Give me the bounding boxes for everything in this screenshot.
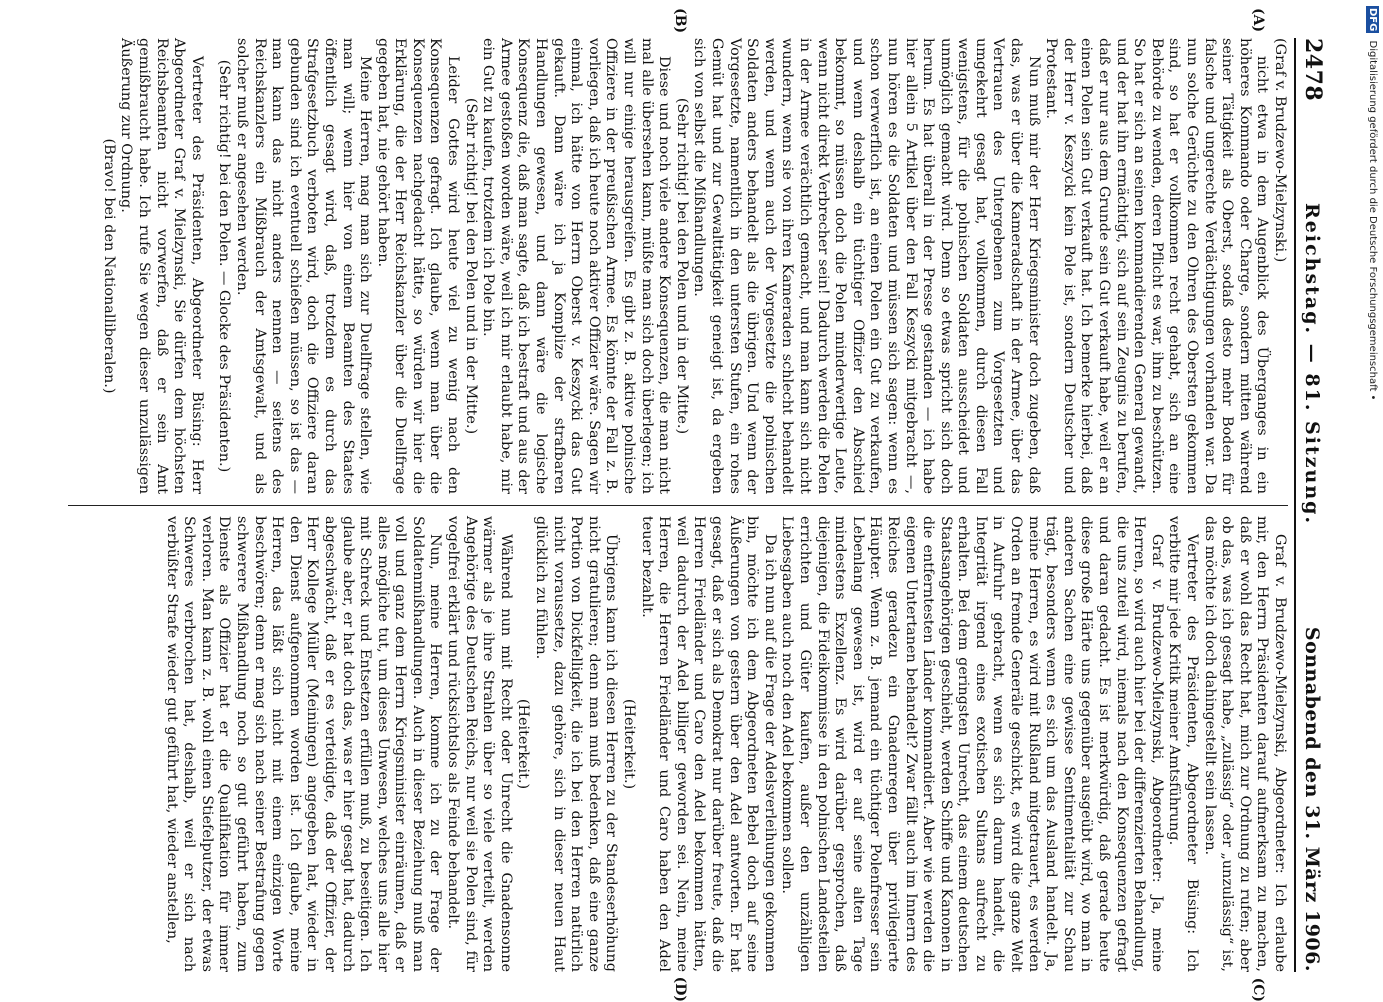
paragraph: Graf v. Brudzewo-Mielzynski, Abgeordneter: Ja, meine Herren, so wird auch hier bei der differenzierten Behandlung, die uns zuteil wird, niemals nach den Konsequenzen gefragt und daran gedacht. Es ist merkwürdig, daß gerade heute diese große Härte uns gegenüber ausgeübt wird, wo man in anderen Sachen eine gewisse Sentimentalität zur Schau trägt, besonders wenn es sich um das Ausland handelt. Ja, meine Herren, es wird mit Rußland mitgetrauert, es werden Orden an fremde Generäle geschickt, es wird die ganze Welt in Aufruhr gebracht, wenn es sich darum handelt, die Integrität irgend eines exotischen Sultans aufrecht zu erhalten. Bei dem geringsten Unrecht, das einem deutschen Staatsangehörigen geschieht, werden Schiffe und Kanonen in die entferntesten Länder kommandiert. Aber wie werden die eigenen Untertanen behandelt? Zwar fällt auch im Innern des Reiches geradezu ein Gnadenregen über privilegierte Häupter. Wenn z. B. jemand ein tüchtiger Polenfresser sein Lebenlang gewesen ist, wird er auf seine alten Tage mindestens Exzellenz. Es wird darüber gesprochen, daß diejenigen, die Fideikommisse in den polnischen Landesteilen errichten und Güter kaufen, außer den unzähligen Liebesgaben auch noch den Adel bekommen sollen.: [779, 516, 1165, 972]
text-columns: [68, 8, 1288, 1002]
margin-mark-d: (D): [672, 976, 688, 1002]
margin-mark-c: (C): [1250, 977, 1266, 1002]
session-title: Reichstag. — 81. Sitzung.: [1301, 202, 1323, 526]
credit-text: Digitalisierung gefördert durch die Deutsche Forschungsgemeinschaft •: [1367, 40, 1378, 401]
session-date: Sonnabend den 31. März 1906.: [1301, 626, 1323, 972]
paragraph: Graf v. Brudzewo-Mielzynski, Abgeordneter: Ich erlaube mir, den Herrn Präsidenten darauf aufmerksam zu machen, daß er wohl das Recht hat, mich zur Ordnung zu rufen; aber ob das, was ich gesagt habe, „zulässig“ oder „unzulässig“ ist, das möchte ich doch dahingestellt sein lassen.: [1201, 516, 1288, 972]
paragraph: Da ich nun auf die Frage der Adelsverleihungen gekommen bin, möchte ich dem Abgeordneten Bebel doch auf seine Äußerungen von gestern über den Adel antworten. Er hat gesagt, daß er sich als Demokrat nur darüber freute, daß die Herren Friedländer und Caro den Adel bekommen hätten, weil dadurch der Adel billiger geworden sei. Nein, meine Herren, die Herren Friedländer und Caro haben den Adel teuer bezahlt.: [638, 516, 778, 972]
paragraph: Diese und noch viele andere Konsequenzen, die man nicht mal alle übersehen kann, müßte man sich doch überlegen; ich will nur einige herausgreifen. Es gibt z. B. aktive polnische Offiziere in der preußischen Armee. Es könnte der Fall z. B. vorliegen, daß ich heute noch aktiver Offizier wäre. Sagen wir einmal, ich hätte von Herrn Oberst v. Keszycki das Gut gekauft. Dann wäre ich ja Komplize der strafbaren Handlungen gewesen, und dann wäre die logische Konsequenz die, daß man sagte, daß ich bestraft und aus der Armee gestoßen worden wäre, weil ich mir erlaubt habe, mir ein Gut zu kaufen, trotzdem ich Pole bin.: [480, 38, 673, 494]
page-header: [1294, 38, 1326, 972]
speaker-line: (Graf v. Brudzewo-Mielzynski.): [1272, 38, 1288, 263]
paragraph: Meine Herren, mag man sich zur Duellfrage stellen, wie man will; wenn hier von einem Beamten des Staates öffentlich gesagt wird, daß, trotzdem es durch das Strafgesetzbuch verboten wird, doch die Offiziere daran gebunden sind ich eventuell schießen müssen, so ist das — man kann das nicht anders nennen — seitens des Reichskanzlers ein Mißbrauch der Amtsgewalt, und als solcher muß er angesehen werden.: [233, 38, 374, 494]
dfg-logo: DFG: [1367, 8, 1378, 32]
interjection: (Heiterkeit.): [515, 698, 532, 790]
paragraph: Nun muß mir der Herr Kriegsminister doch zugeben, daß das, was er über die Kameradschaft in der Armee, über das Vertrauen des Untergebenen zum Vorgesetzten und umgekehrt gesagt hat, vollkommen, durch diesen Fall wenigstens, für die polnischen Soldaten ausscheidet und unmöglich gemacht wird. Denn so etwas spricht sich doch herum. Es hat überall in der Presse gestanden — ich habe hier allein 5 Artikel über den Fall Keszycki mitgebracht —, nun hören es die Soldaten und müssen sich sagen: wenn es schon verwerflich ist, an einen Polen ein Gut zu verkaufen, und wenn deshalb ein tüchtiger Offizier den Abschied bekommt, so müssen doch die Polen minderwertige Leute, wenn nicht direkt Verbrecher sein! Dadurch werden die Polen in der Armee verächtlich gemacht, und man kann sich nicht wundern, wenn sie von ihren Kameraden schlecht behandelt werden, und wenn auch der Vorgesetzte die polnischen Soldaten anders behandelt als die übrigen. Und wenn der Vorgesetzte, namentlich in den untersten Stufen, ein rohes Gemüt hat und zur Gewalttätigkeit geneigt ist, da ergeben sich von selbst die Mißhandlungen.: [691, 38, 1042, 494]
column-divider: [68, 505, 1288, 506]
interjection: (Sehr richtig! bei den Polen und in der Mitte.): [462, 97, 479, 435]
interjection: (Sehr richtig! bei den Polen. — Glocke des Präsidenten.): [216, 59, 233, 473]
scanned-page: [50, 0, 1340, 1000]
paragraph: Vertreter des Präsidenten, Abgeordneter Büsing: Herr Abgeordneter Graf v. Mielzynski, Sie dürfen dem höchsten Reichsbeamten nicht vorwerfen, daß er sein Amt gemißbraucht habe. Ich rufe Sie wegen dieser unzulässigen Äußerung zur Ordnung.: [118, 38, 205, 494]
interjection: (Heiterkeit.): [621, 698, 638, 790]
digitization-credit: [1365, 6, 1379, 906]
paragraph: Leider Gottes wird heute viel zu wenig nach den Konsequenzen gefragt. Ich glaube, wenn man über die Konsequenzen nachgedacht hätte, so würden wir hier die Erklärung, die der Herr Reichskanzler über die Duellfrage gegeben hat, nie gehört haben.: [374, 38, 462, 494]
interjection: (Sehr richtig! bei den Polen und in der Mitte.): [673, 97, 690, 435]
interjection: (Bravo! bei den Nationalliberalen.): [100, 138, 117, 394]
paragraph: nicht etwa in dem Augenblick des Überganges in ein höheres Kommando oder Charge, sondern mitten während seiner Tätigkeit als Oberst, sodaß desto mehr Boden für falsche und ungerechte Verdächtigungen vorhanden war. Da nun solche Gerüchte zu den Ohren des Obersten gekommen sind, so hat er vollkommen recht gehabt, sich an eine Behörde zu wenden, deren Pflicht es war, ihm zu beschützen. So hat er sich an seinen kommandierenden General gewandt, und der hat ihn ermächtigt, sich auf sein Zeugnis zu berufen, daß er nur aus dem Grunde sein Gut verkauft habe, weil er an einen Polen sein Gut verkauft hat. Ich bemerke hierbei, daß der Herr v. Keszycki kein Pole ist, sondern Deutscher und Protestant.: [1043, 38, 1271, 494]
paragraph: Übrigens kann ich diesen Herren zu der Standeserhöhung nicht gratulieren; denn man muß bedenken, daß eine ganze Portion von Dickfelligkeit, die ich bei den Herren natürlich nicht voraussetze, dazu gehöre, sich in dieser neuen Haut glücklich zu fühlen.: [533, 516, 620, 972]
paragraph: Vertreter des Präsidenten, Abgeordneter Büsing: Ich verbitte mir jede Kritik meiner Amtsführung.: [1166, 516, 1201, 972]
right-column: [68, 516, 1288, 1002]
left-column: [68, 8, 1288, 494]
margin-mark-a: (A): [1250, 8, 1266, 33]
page-number: 2478: [1300, 38, 1326, 102]
paragraph: Während nun mit Recht oder Unrecht die Gnadensonne wärmer als je ihre Strahlen über so viele verteilt, werden Angehörige des Deutschen Reichs, nur weil sie Polen sind, für vogelfrei erklärt und rücksichtslos als Feinde behandelt.: [445, 516, 514, 972]
paragraph: Nun, meine Herren, komme ich zu der Frage der Soldatenmißhandlungen. Auch in dieser Beziehung muß man voll und ganz dem Herrn Kriegsminister einräumen, daß er alles mögliche tut, um dieses Unwesen, welches uns alle hier mit Schreck und Entsetzen erfüllen muß, zu beseitigen. Ich glaube aber, er hat doch das, was er hier gesagt hat, dadurch abgeschwächt, daß er es verteidigte, daß der Offizier, der Herr Kollege Müller (Meiningen) angegeben hat, wieder in den Dienst aufgenommen worden ist. Ich glaube, meine Herren, das läßt sich nicht mit einem einzigen Worte beschwören; denn er mag sich nach seiner Bestrafung gegen schwerere Mißhandlung noch so gut geführt haben, zum Dienste als Offizier hat er die Qualifikation für immer verloren. Man kann z. B. wohl einen Stiefelputzer, der etwas Schweres verbrochen hat, deshalb, weil er sich nach verbüßter Strafe wieder gut geführt hat, wieder anstellen,: [163, 516, 444, 972]
margin-mark-b: (B): [672, 8, 688, 34]
